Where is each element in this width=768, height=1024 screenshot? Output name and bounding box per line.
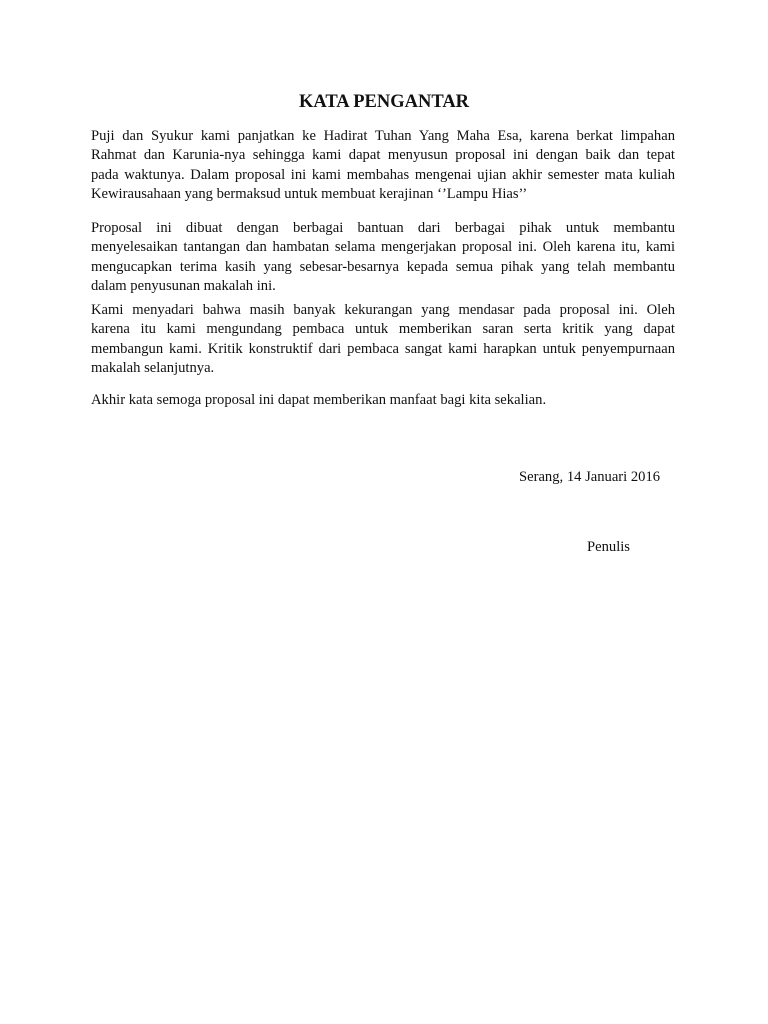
text-line: mengucapkan terima kasih yang sebesar-besarnya kepada semua pihak yang telah membantu [91, 258, 675, 275]
text-line: Puji dan Syukur kami panjatkan ke Hadirat Tuhan Yang Maha Esa, karena berkat limpahan [91, 128, 675, 144]
document-title: KATA PENGANTAR [298, 92, 470, 112]
paragraph-3 [91, 301, 675, 379]
paragraph-2 [91, 219, 675, 297]
text-line: pada waktunya. Dalam proposal ini kami membahas mengenai ujian akhir semester mata kuliah [91, 166, 675, 183]
author-signature: Penulis [587, 539, 630, 555]
paragraph-1 [91, 127, 675, 205]
paragraph-4 [91, 391, 675, 410]
text-line: membangun kami. Kritik konstruktif dari pembaca sangat kami harapkan untuk penyempurnaan [91, 340, 675, 357]
text-line: dalam penyusunan makalah ini. [91, 278, 276, 295]
text-line: menyelesaikan tantangan dan hambatan selama mengerjakan proposal ini. Oleh karena itu, kami [91, 239, 675, 256]
text-line: Proposal ini dibuat dengan berbagai bantuan dari berbagai pihak untuk membantu [91, 220, 675, 236]
text-line: Akhir kata semoga proposal ini dapat memberikan manfaat bagi kita sekalian. [91, 392, 547, 408]
text-line: Kewirausahaan yang bermaksud untuk membuat kerajinan ‘’Lampu Hias’’ [91, 186, 528, 203]
text-line: Kami menyadari bahwa masih banyak kekurangan yang mendasar pada proposal ini. Oleh [91, 302, 675, 318]
text-line: Rahmat dan Karunia-nya sehingga kami dapat menyusun proposal ini dengan baik dan tepat [91, 147, 675, 164]
place-date: Serang, 14 Januari 2016 [519, 469, 661, 485]
text-line: makalah selanjutnya. [91, 360, 215, 377]
text-line: karena itu kami mengundang pembaca untuk memberikan saran serta kritik yang dapat [91, 321, 675, 338]
